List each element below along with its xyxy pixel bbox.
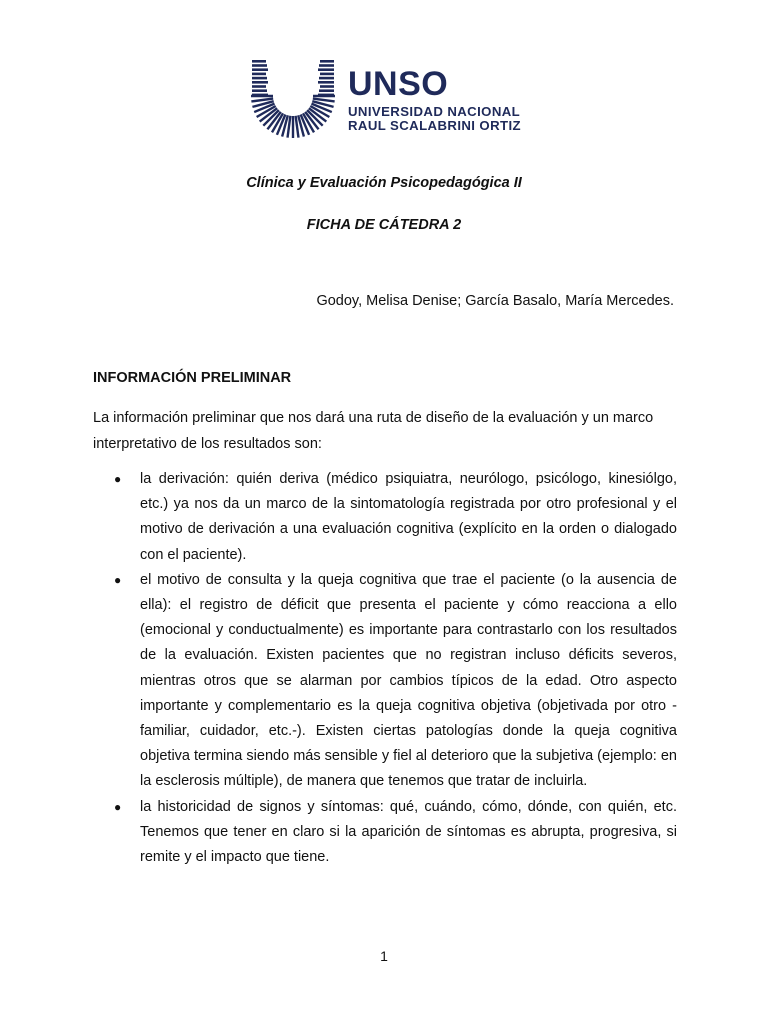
intro-paragraph: La información preliminar que nos dará una ruta de diseño de la evaluación y un marco interpretativo de los resultados son:	[93, 410, 654, 452]
list-item-text: la derivación: quién deriva (médico psiquiatra, neurólogo, psicólogo, kinesiólgo, etc.) ya nos da un marco de la sintomatología registrada por otro profesional y el motivo de derivación a una evaluación cognitiva (explícito en la orden o dialogado con el paciente).	[140, 471, 677, 563]
list-item-text: la historicidad de signos y síntomas: qué, cuándo, cómo, dónde, con quién, etc. Tenemos que tener en claro si la aparición de síntomas es abrupta, progresiva, si remite y el impacto que tiene.	[140, 798, 677, 866]
course-title: Clínica y Evaluación Psicopedagógica II	[246, 175, 522, 191]
bullet-dot-icon: ●	[114, 799, 122, 814]
logo-line-2: RAUL SCALABRINI ORTIZ	[348, 118, 521, 133]
sheet-title: FICHA DE CÁTEDRA 2	[306, 217, 462, 233]
logo-acronym: UNSO	[348, 65, 449, 103]
bullet-list	[93, 467, 677, 870]
bullet-dot-icon: ●	[114, 472, 122, 486]
authors: Godoy, Melisa Denise; García Basalo, María Mercedes.	[316, 293, 674, 309]
bullet-dot-icon: ●	[114, 572, 122, 587]
university-logo	[250, 58, 530, 140]
list-item	[93, 568, 677, 795]
list-item-text: el motivo de consulta y la queja cognitiva que trae el paciente (o la ausencia de ella): el registro de déficit que presenta el paciente y cómo reacciona a ello (emocional y conductualmente) es importante para contrastarlo con los resultados de la evaluación. Existen pacientes que no registran incluso déficits severos, mientras otros que se alarman por cambios típicos de la edad. Otro aspecto importante y complementario es la queja cognitiva objetiva (objetivada por otro -familiar, cuidador, etc.-). Existen ciertas patologías donde la queja cognitiva objetiva termina siendo más sensible y fiel al deterioro que la subjetiva (ejemplo: en la esclerosis múltiple), de manera que tenemos que tratar de incluirla.	[140, 571, 677, 790]
page-number: 1	[380, 948, 388, 964]
list-item	[93, 467, 677, 568]
unso-u-emblem-icon	[250, 58, 336, 140]
list-item	[93, 795, 677, 871]
section-heading: INFORMACIÓN PRELIMINAR	[93, 370, 292, 386]
logo-line-1: UNIVERSIDAD NACIONAL	[348, 104, 521, 119]
